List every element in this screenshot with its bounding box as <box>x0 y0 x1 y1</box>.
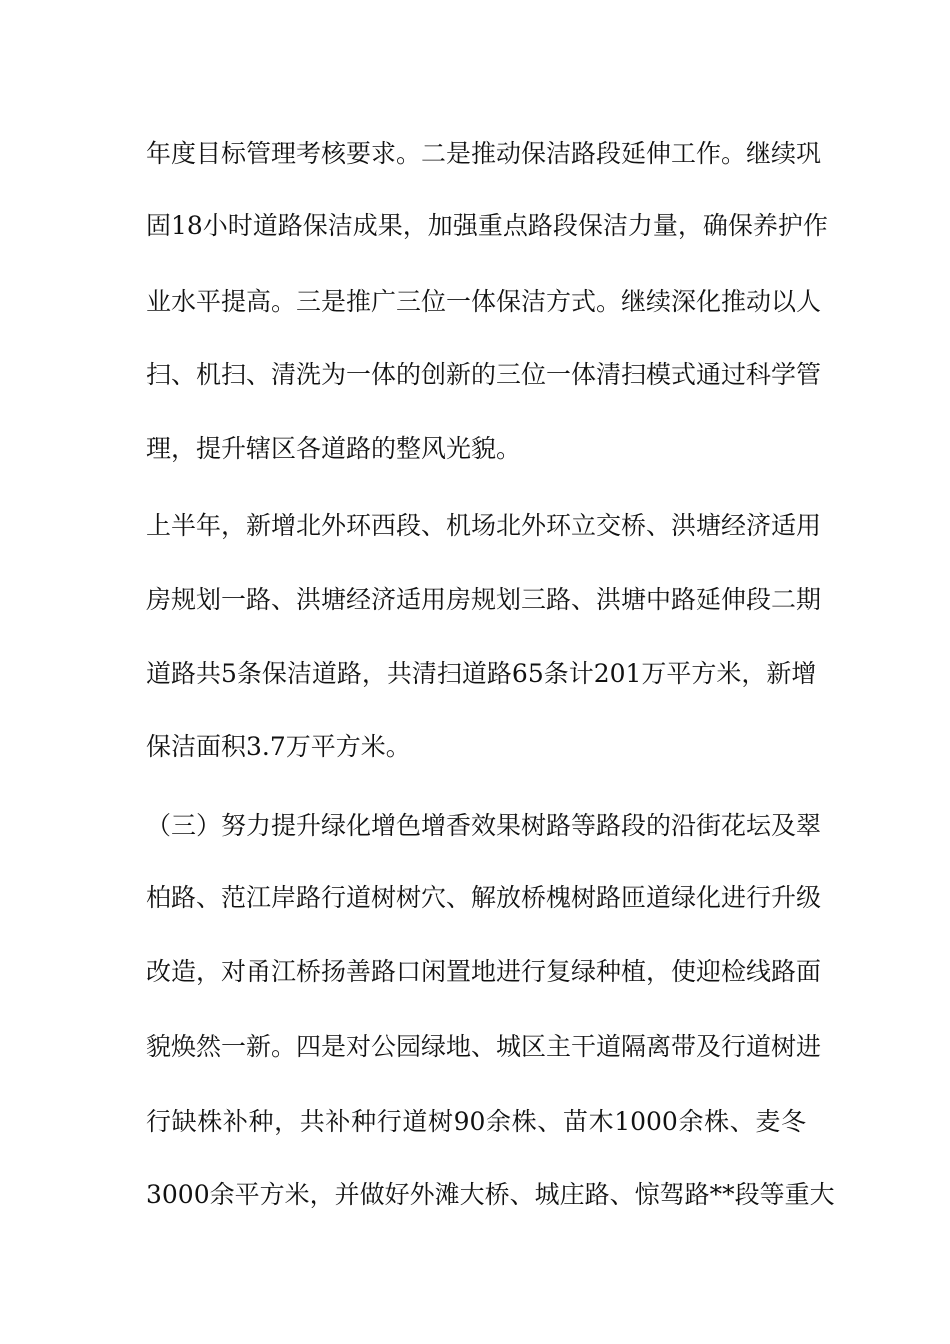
text-line: 改造，对甬江桥扬善路口闲置地进行复绿种植，使迎检线路面 <box>146 957 822 986</box>
text-line: 上半年，新增北外环西段、机场北外环立交桥、洪塘经济适用 <box>146 511 822 540</box>
text-line: 貌焕然一新。四是对公园绿地、城区主干道隔离带及行道树进 <box>146 1032 822 1061</box>
text-line: （三）努力提升绿化增色增香效果树路等路段的沿街花坛及翠 <box>146 811 822 840</box>
text-line: 保洁面积3.7万平方米。 <box>146 732 411 761</box>
text-line: 固18小时道路保洁成果，加强重点路段保洁力量，确保养护作 <box>146 211 828 240</box>
text-line: 扫、机扫、清洗为一体的创新的三位一体清扫模式通过科学管 <box>146 360 822 389</box>
text-line: 道路共5条保洁道路，共清扫道路65条计201万平方米，新增 <box>146 659 817 688</box>
text-line: 理，提升辖区各道路的整风光貌。 <box>146 434 522 463</box>
text-line: 房规划一路、洪塘经济适用房规划三路、洪塘中路延伸段二期 <box>146 585 822 614</box>
text-line: 柏路、范江岸路行道树树穴、解放桥槐树路匝道绿化进行升级 <box>146 883 822 912</box>
text-line: 年度目标管理考核要求。二是推动保洁路段延伸工作。继续巩 <box>146 139 822 168</box>
text-line: 业水平提高。三是推广三位一体保洁方式。继续深化推动以人 <box>146 287 822 316</box>
text-line: 行缺株补种，共补种行道树90余株、苗木1000余株、麦冬 <box>146 1107 806 1136</box>
text-line: 3000余平方米，并做好外滩大桥、城庄路、惊驾路**段等重大 <box>146 1180 835 1209</box>
